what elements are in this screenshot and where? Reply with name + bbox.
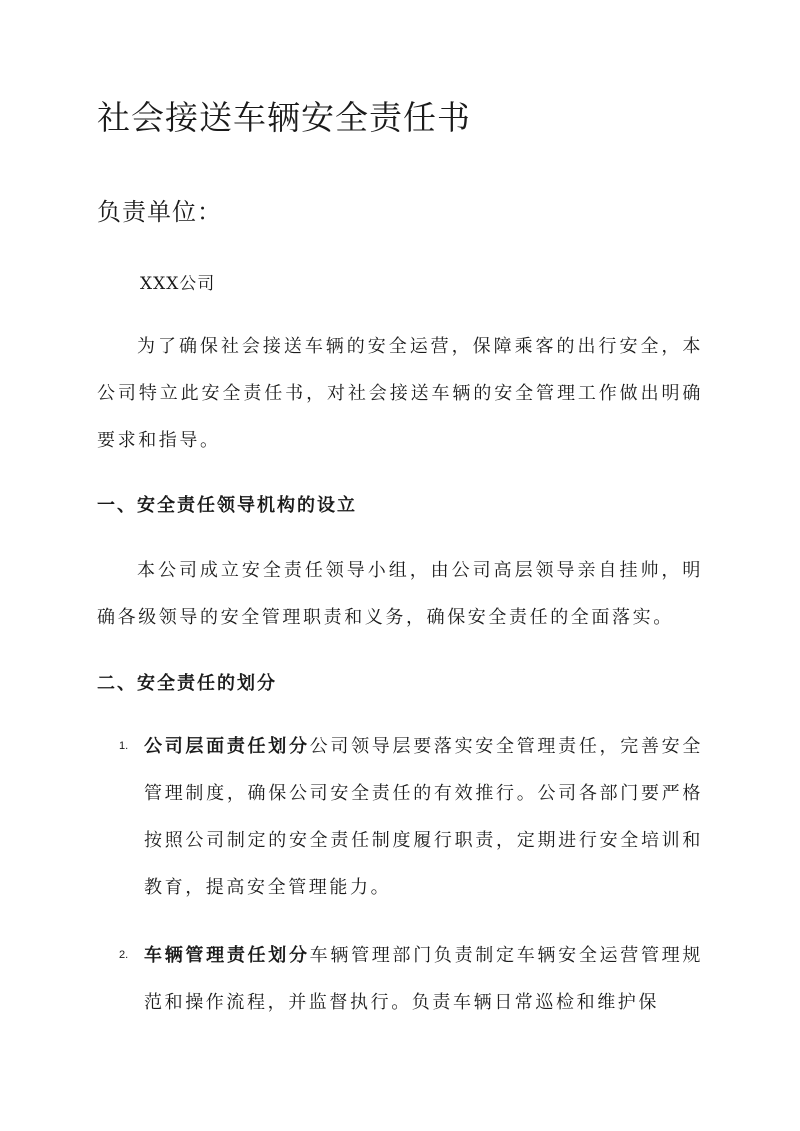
list-item [97,723,703,911]
document-title: 社会接送车辆安全责任书 [97,98,471,137]
list-item-title: 车辆管理责任划分 [144,945,310,966]
responsibility-list [97,723,703,911]
list-item-title: 公司层面责任划分 [144,736,310,757]
intro-paragraph: 为了确保社会接送车辆的安全运营，保障乘客的出行安全，本公司特立此安全责任书，对社会接送车辆的安全管理工作做出明确要求和指导。 [97,336,703,451]
list-item [97,932,703,1026]
list-item-number: 2. [119,949,129,961]
section-1-paragraph: 本公司成立安全责任领导小组，由公司高层领导亲自挂帅，明确各级领导的安全管理职责和义务，确保安全责任的全面落实。 [97,560,703,628]
responsibility-list-continued [97,932,703,1026]
list-item-number: 1. [119,740,129,752]
section-heading-2: 二、安全责任的划分 [97,673,277,694]
company-name: XXX公司 [140,274,216,294]
list-item-text: 公司领导层要落实安全管理责任，完善安全管理制度，确保公司安全责任的有效推行。公司各部门要严格按照公司制定的安全责任制度履行职责，定期进行安全培训和教育，提高安全管理能力。 [144,736,703,898]
responsible-unit-label: 负责单位： [97,198,222,226]
list-item-text: 车辆管理部门负责制定车辆安全运营管理规范和操作流程，并监督执行。负责车辆日常巡检和维护保 [144,945,703,1013]
section-heading-1: 一、安全责任领导机构的设立 [97,495,357,516]
